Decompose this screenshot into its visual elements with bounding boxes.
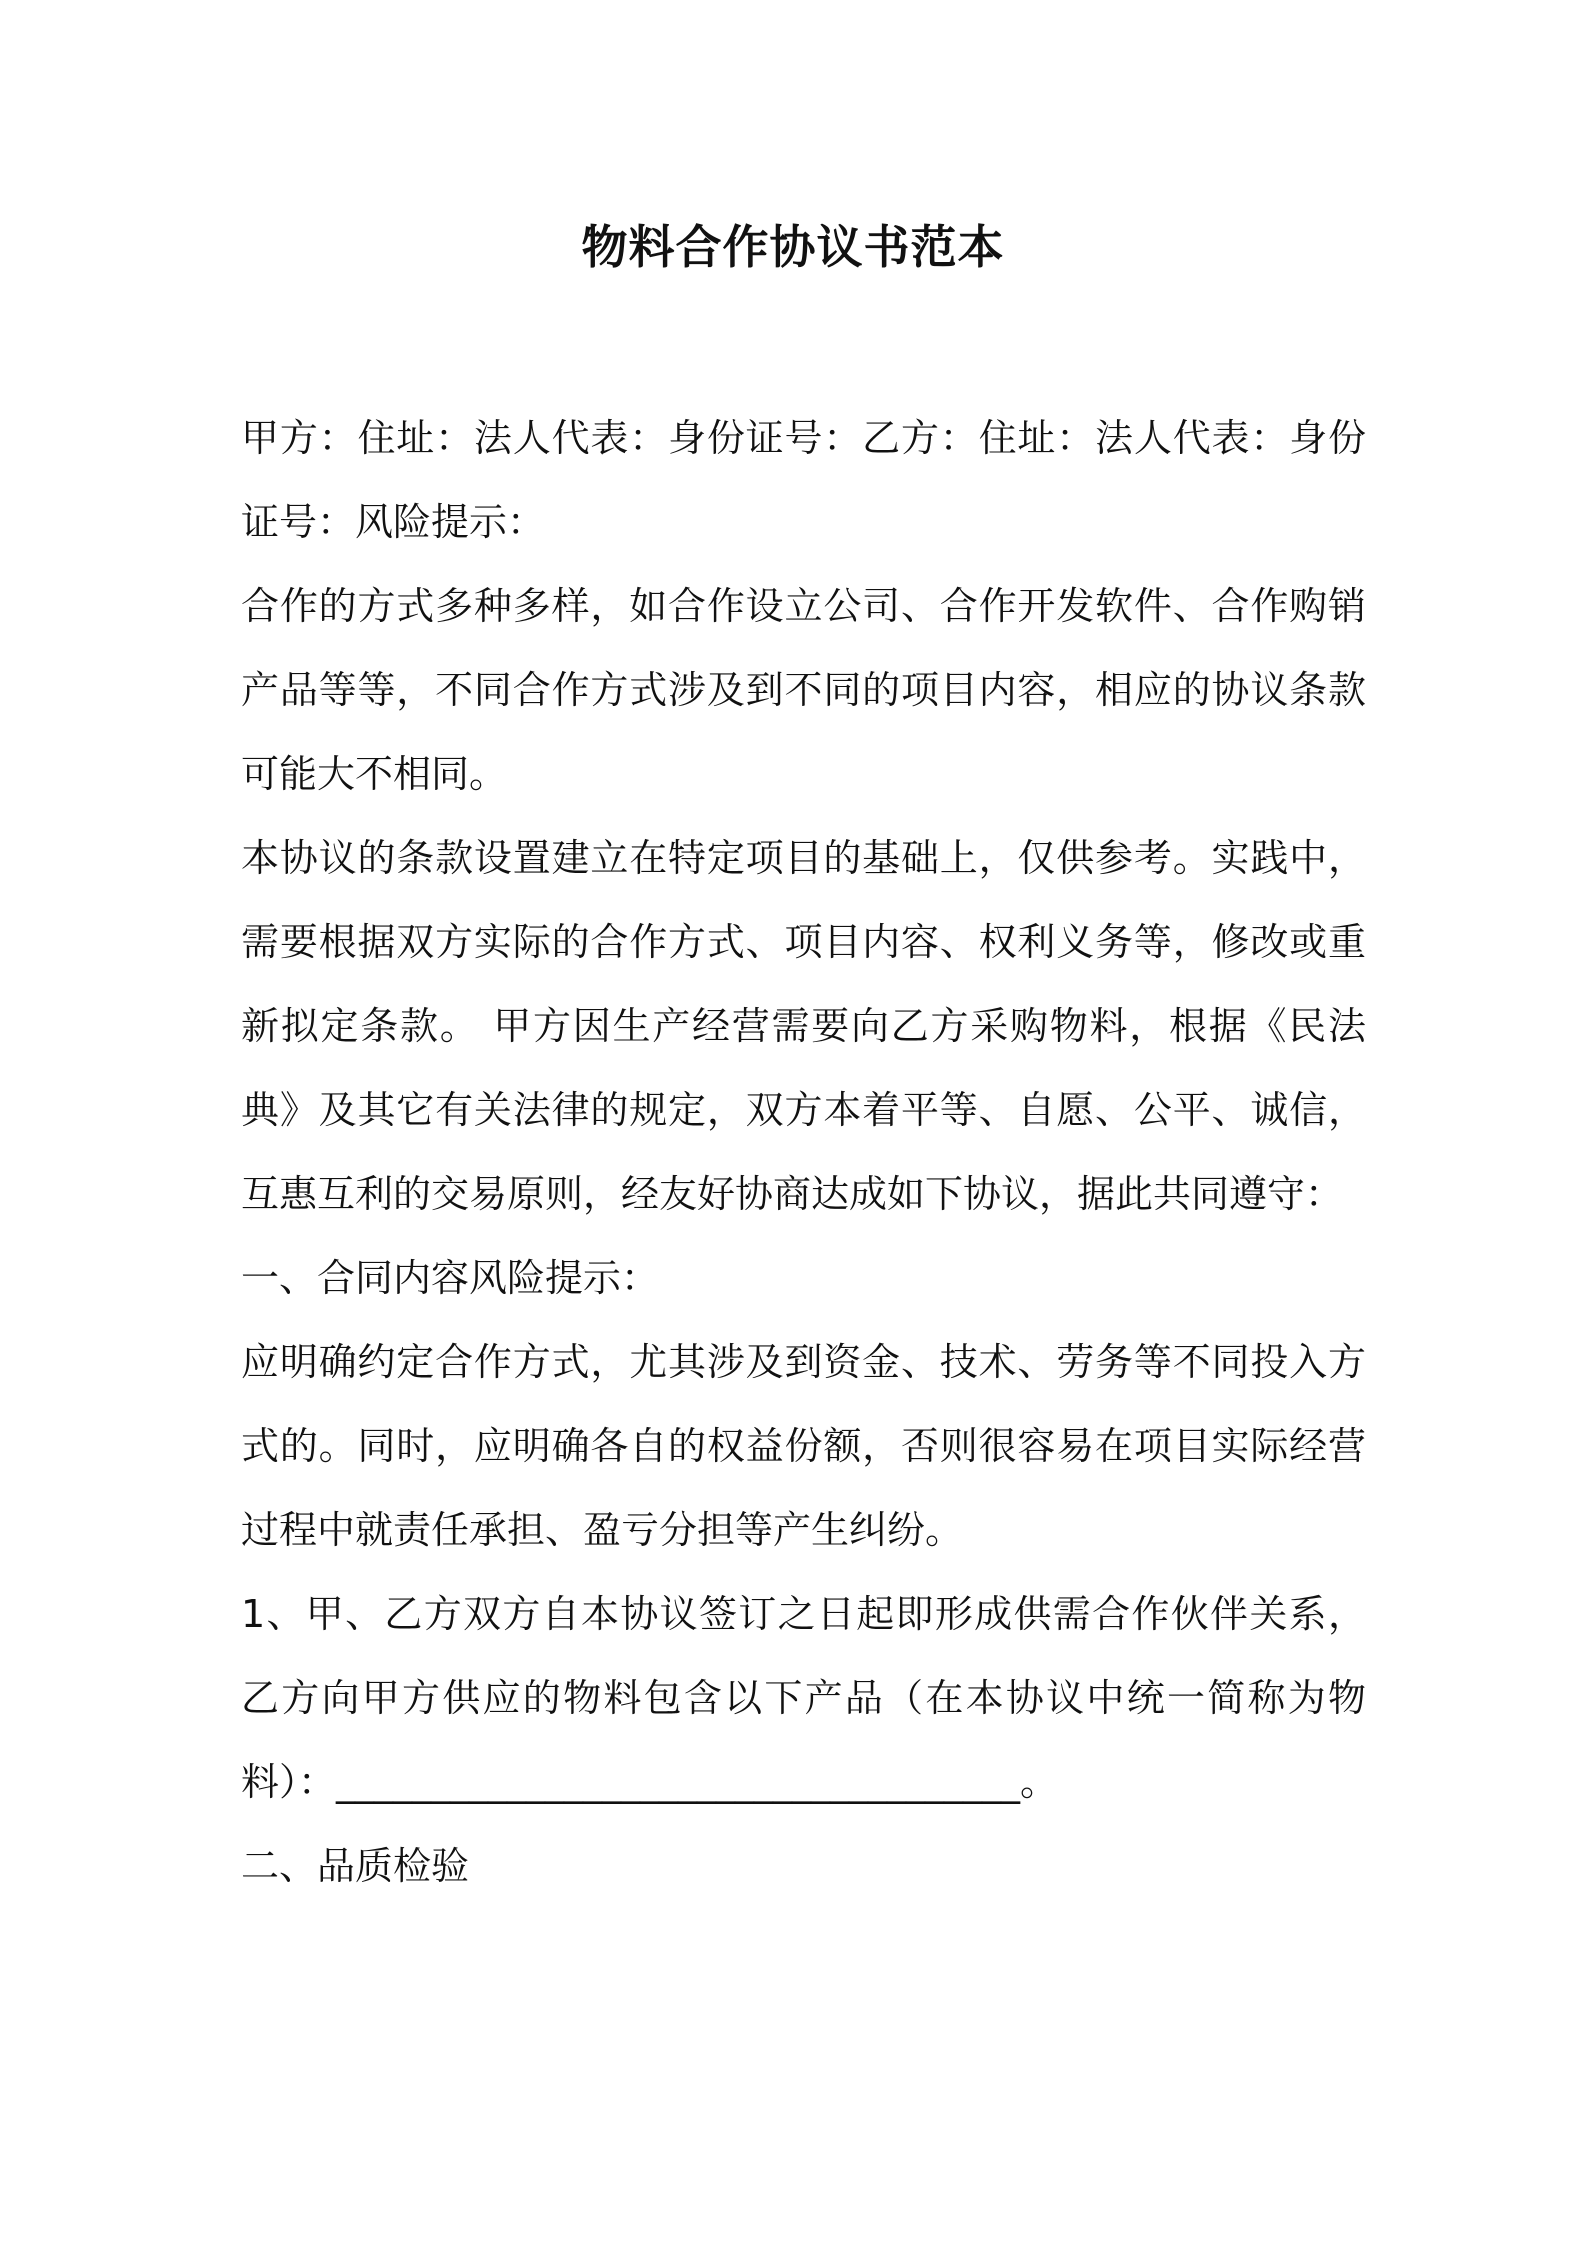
product-blank-line: ____________________________________。 [336,1760,1059,1804]
document-title: 物料合作协议书范本 [581,220,1005,274]
risk-paragraph: 应明确约定合作方式，尤其涉及到资金、技术、劳务等不同投入方式的。同时，应明确各自的权益份额，否则很容易在项目实际经营过程中就责任承担、盈亏分担等产生纠纷。 [241,1340,1366,1552]
clause-1-paragraph [241,1572,1366,1824]
section-heading-1: 一、合同内容风险提示： [241,1256,660,1300]
parties-paragraph: 甲方：住址：法人代表：身份证号：乙方：住址：法人代表：身份证号：风险提示： [241,416,1366,544]
terms-paragraph: 本协议的条款设置建立在特定项目的基础上，仅供参考。实践中，需要根据双方实际的合作方式、项目内容、权利义务等，修改或重新拟定条款。 甲方因生产经营需要向乙方采购物料，根据《民法典》及其它有关法律的规定，双方本着平等、自愿、公平、诚信，互惠互利的交易原则，经友好协商达成如下协议，据此共同遵守： [241,836,1366,1216]
clause-1-text: 1、甲、乙方双方自本协议签订之日起即形成供需合作伙伴关系，乙方向甲方供应的物料包含以下产品（在本协议中统一简称为物料）： [241,1592,1366,1804]
cooperation-paragraph: 合作的方式多种多样，如合作设立公司、合作开发软件、合作购销产品等等，不同合作方式涉及到不同的项目内容，相应的协议条款可能大不相同。 [241,584,1366,796]
document-body [241,396,1366,1908]
section-heading-2: 二、品质检验 [241,1844,470,1888]
